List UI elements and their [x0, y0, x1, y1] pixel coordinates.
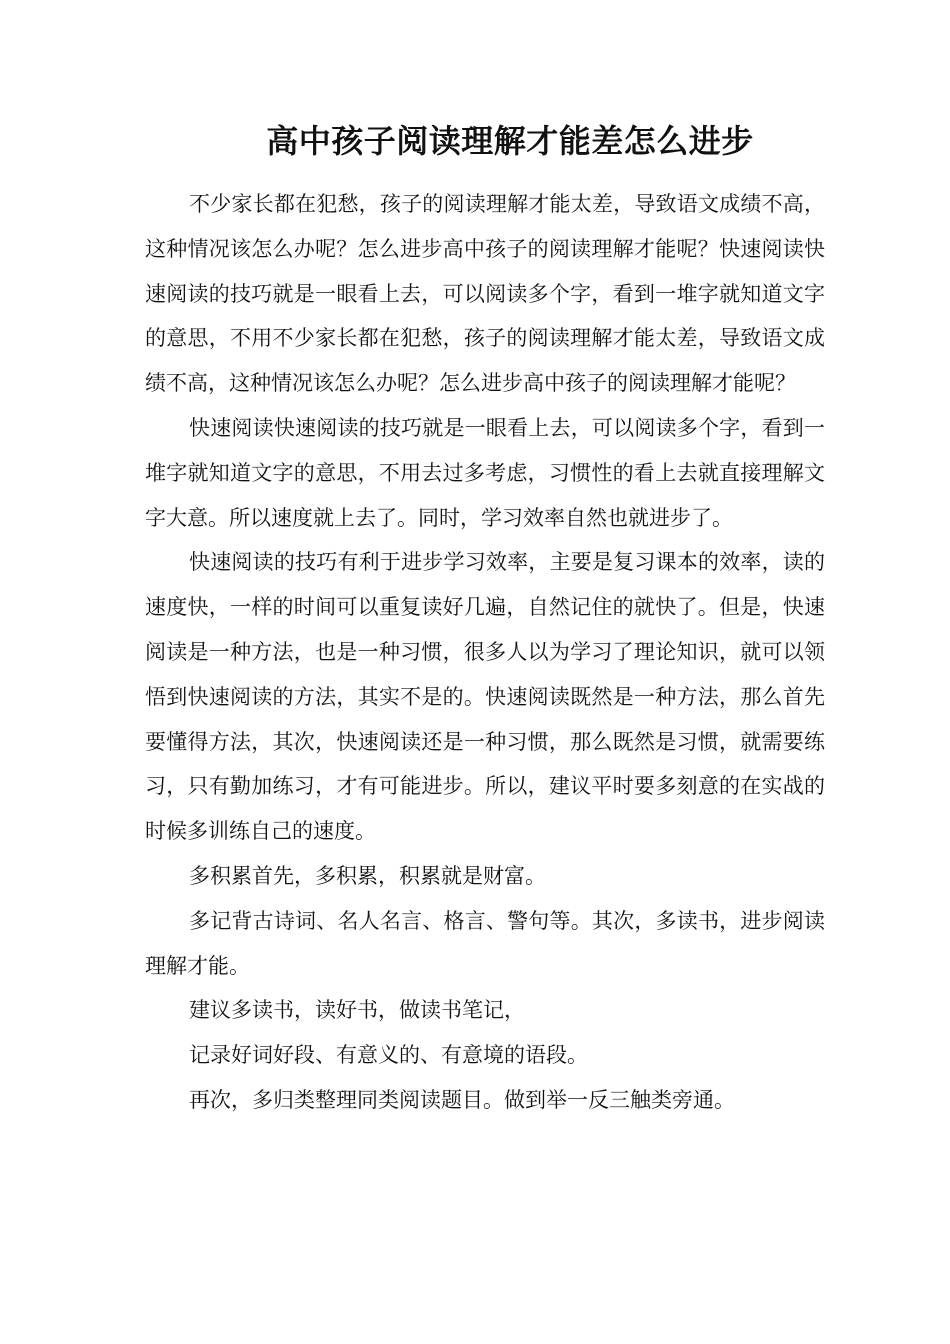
document-title: 高中孩子阅读理解才能差怎么进步 [266, 122, 754, 160]
document-body [145, 182, 825, 1123]
paragraph-7: 记录好词好段、有意义的、有意境的语段。 [189, 1043, 588, 1068]
paragraph-1: 不少家长都在犯愁，孩子的阅读理解才能太差，导致语文成绩不高，这种情况该怎么办呢？怎么进步高中孩子的阅读理解才能呢？快速阅读快速阅读的技巧就是一眼看上去，可以阅读多个字，看到一堆字就知道文字的意思，不用不少家长都在犯愁，孩子的阅读理解才能太差，导致语文成绩不高，这种情况该怎么办呢？怎么进步高中孩子的阅读理解才能呢？ [145, 192, 825, 396]
paragraph-5: 多记背古诗词、名人名言、格言、警句等。其次，多读书，进步阅读理解才能。 [145, 908, 825, 978]
paragraph-4: 多积累首先，多积累，积累就是财富。 [189, 863, 546, 888]
paragraph-8: 再次，多归类整理同类阅读题目。做到举一反三触类旁通。 [189, 1087, 735, 1112]
paragraph-2: 快速阅读快速阅读的技巧就是一眼看上去，可以阅读多个字，看到一堆字就知道文字的意思，不用去过多考虑，习惯性的看上去就直接理解文字大意。所以速度就上去了。同时，学习效率自然也就进步了。 [145, 415, 825, 530]
paragraph-3: 快速阅读的技巧有利于进步学习效率，主要是复习课本的效率，读的速度快，一样的时间可以重复读好几遍，自然记住的就快了。但是，快速阅读是一种方法，也是一种习惯，很多人以为学习了理论知识，就可以领悟到快速阅读的方法，其实不是的。快速阅读既然是一种方法，那么首先要懂得方法，其次，快速阅读还是一种习惯，那么既然是习惯，就需要练习，只有勤加练习，才有可能进步。所以，建议平时要多刻意的在实战的时候多训练自己的速度。 [145, 550, 825, 844]
paragraph-6: 建议多读书，读好书，做读书笔记， [189, 998, 525, 1023]
